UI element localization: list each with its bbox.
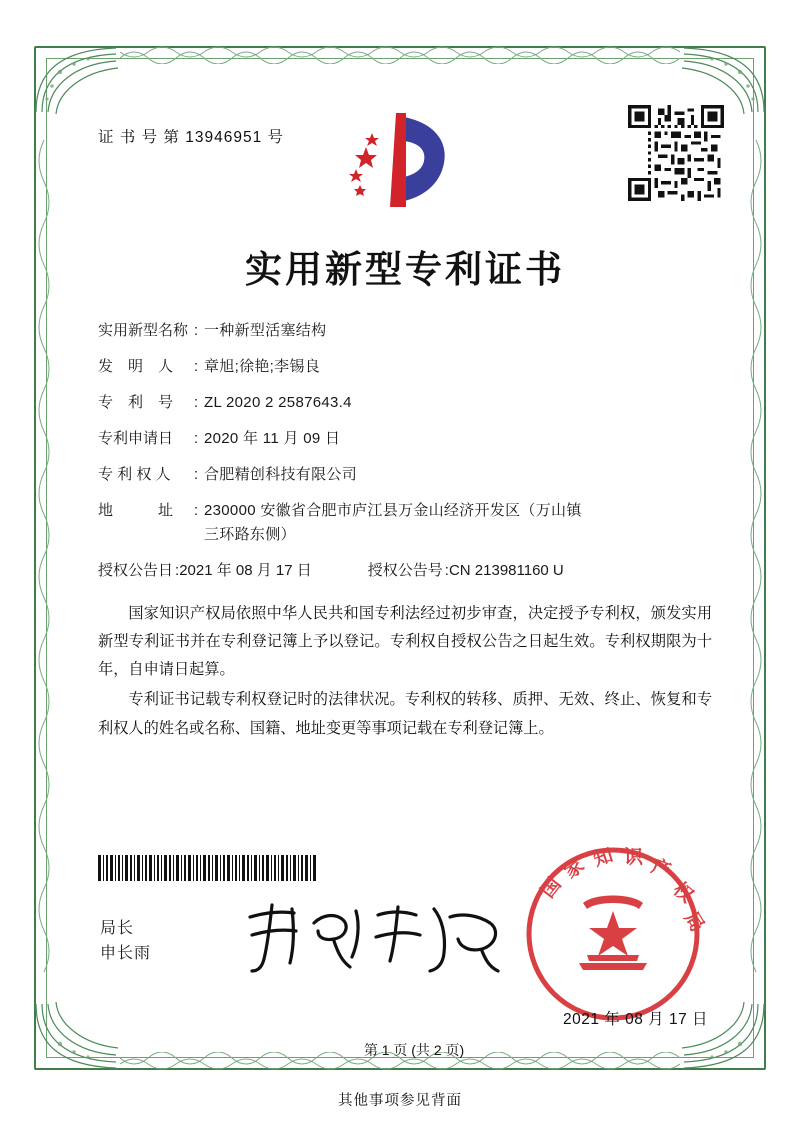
barcode-icon — [98, 855, 316, 881]
field-value: CN 213981160 U — [448, 562, 564, 579]
signature-name: 申长雨 — [100, 944, 152, 962]
seal-date: 2021 年 08 月 17 日 — [563, 1011, 708, 1028]
field-value: ZL 2020 2 2587643.4 — [204, 394, 352, 411]
svg-text:局: 局 — [679, 907, 706, 936]
field-announcement-date — [98, 563, 312, 578]
signature-title-block — [100, 917, 151, 967]
field-list — [98, 323, 730, 578]
field-label: 发 明 人 — [98, 358, 174, 375]
field-label: 授权公告日 — [98, 562, 174, 579]
field-value-line2: 三环路东侧） — [204, 526, 296, 543]
field-colon: : — [194, 502, 199, 519]
field-patent-number — [98, 395, 730, 410]
paragraph: 专利证书记载专利权登记时的法律状况。专利权的转移、质押、无效、终止、恢复和专利权人的姓名或名称、国籍、地址变更等事项记载在专利登记簿上。 — [98, 691, 712, 737]
certificate-number: 证 书 号 第 13946951 号 — [98, 129, 284, 146]
field-inventors — [98, 359, 730, 374]
page-number: 第 1 页 (共 2 页) — [363, 1042, 465, 1058]
qr-code-icon — [628, 105, 724, 201]
field-colon: : — [444, 562, 449, 579]
field-label: 实用新型名称 — [98, 322, 189, 339]
field-colon: : — [194, 466, 199, 483]
field-patentee — [98, 467, 730, 482]
paragraph: 国家知识产权局依照中华人民共和国专利法经过初步审查，决定授予专利权，颁发实用新型专利证书并在专利登记簿上予以登记。专利权自授权公告之日起生效。专利权期限为十年，自申请日起算。 — [98, 605, 712, 679]
svg-text:知: 知 — [590, 843, 616, 871]
signature-role: 局长 — [100, 920, 135, 937]
field-value: 2021 年 08 月 17 日 — [179, 562, 312, 579]
field-colon: : — [194, 322, 199, 339]
field-colon: : — [175, 562, 180, 579]
field-announcement-row — [98, 563, 730, 578]
field-label: 专 利 权 人 — [98, 466, 171, 483]
svg-text:产: 产 — [648, 855, 674, 883]
legal-text — [98, 600, 712, 743]
official-red-seal-icon — [520, 841, 706, 1027]
field-address — [98, 503, 730, 542]
field-colon: : — [194, 430, 199, 447]
field-application-date — [98, 431, 730, 446]
header-row — [80, 95, 730, 215]
svg-text:国: 国 — [536, 873, 566, 903]
signature-area — [98, 843, 730, 1058]
field-label: 授权公告号 — [367, 562, 443, 579]
patent-office-emblem-icon — [338, 111, 458, 211]
field-announcement-number — [368, 563, 564, 578]
field-value: 合肥精创科技有限公司 — [204, 466, 358, 483]
field-value: 一种新型活塞结构 — [204, 322, 327, 339]
field-label: 地 址 — [98, 502, 174, 519]
handwritten-signature-icon — [238, 897, 508, 979]
field-label: 专 利 号 — [98, 394, 174, 411]
footer-note: 其他事项参见背面 — [338, 1093, 462, 1109]
svg-text:家: 家 — [560, 854, 589, 884]
field-label: 专利申请日 — [98, 430, 174, 447]
page-title: 实用新型专利证书 — [245, 248, 565, 291]
svg-text:识: 识 — [624, 846, 644, 868]
field-colon: : — [194, 394, 199, 411]
field-utility-model-name — [98, 323, 730, 338]
svg-text:权: 权 — [668, 877, 698, 908]
field-value: 章旭;徐艳;李锡良 — [204, 358, 321, 375]
field-colon: : — [194, 358, 199, 375]
certificate-content — [80, 95, 730, 1058]
field-value: 2020 年 11 月 09 日 — [204, 430, 341, 447]
field-value: 230000 安徽省合肥市庐江县万金山经济开发区（万山镇 — [204, 502, 582, 519]
